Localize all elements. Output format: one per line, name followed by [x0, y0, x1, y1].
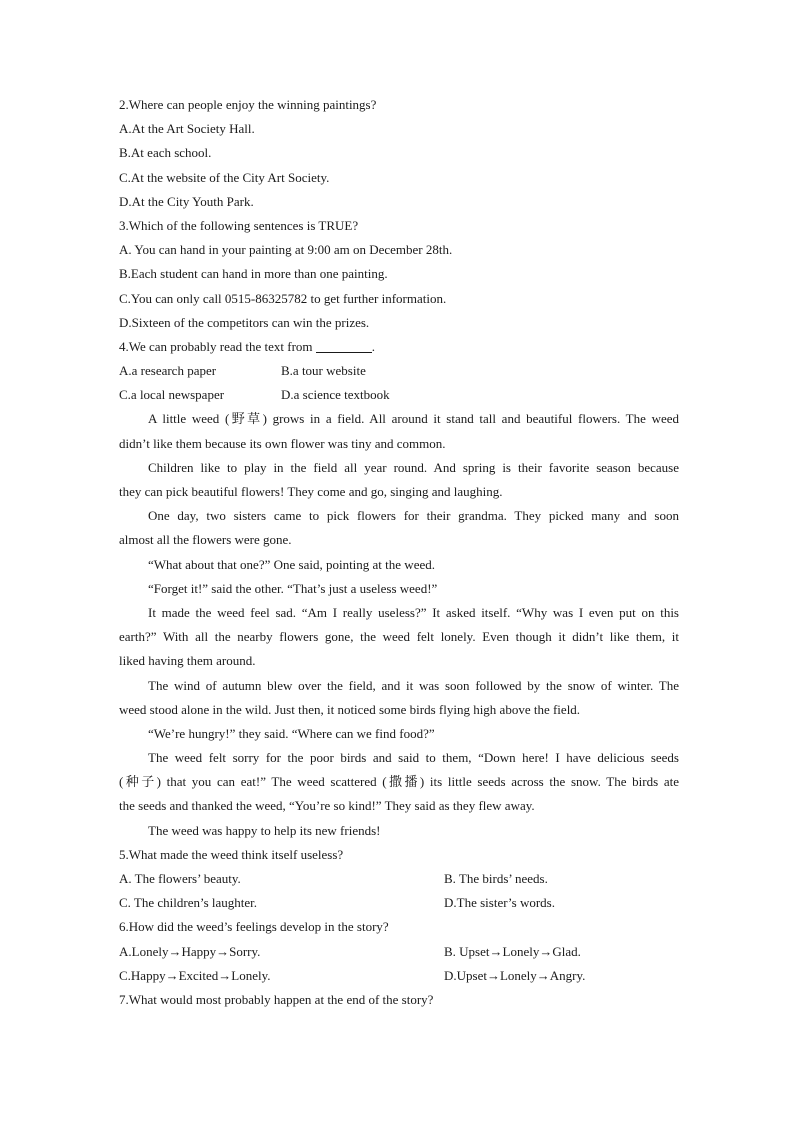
question-4-options-row-2 — [119, 383, 679, 407]
story-p10: The weed was happy to help its new friends! — [148, 822, 381, 838]
story-p4: “What about that one?” One said, pointing at the weed. — [148, 556, 435, 572]
question-5-stem: 5.What made the weed think itself useless? — [119, 846, 344, 862]
question-5-options-row-2 — [119, 891, 679, 915]
question-3-option-d: D.Sixteen of the competitors can win the prizes. — [119, 314, 370, 330]
story-p3-line2: almost all the flowers were gone. — [119, 532, 292, 548]
question-3-option-c: C.You can only call 0515-86325782 to get further information. — [119, 290, 447, 306]
question-3-stem: 3.Which of the following sentences is TRUE? — [119, 217, 359, 233]
story-p8: “We’re hungry!” they said. “Where can we find food?” — [148, 725, 435, 741]
question-2-option-d: D.At the City Youth Park. — [119, 193, 254, 209]
question-6-option-d: D.Upset→Lonely→Angry. — [444, 967, 586, 983]
story-p9-line1: The weed felt sorry for the poor birds and said to them, “Down here! I have delicious seeds — [148, 750, 679, 766]
story-p2-line1: Children like to play in the field all year round. And spring is their favorite season because — [148, 459, 679, 475]
question-4-option-c: C.a local newspaper — [119, 387, 225, 403]
question-6-option-b: B. Upset→Lonely→Glad. — [444, 943, 581, 959]
question-5-options-row-1 — [119, 867, 679, 891]
question-6-stem: 6.How did the weed’s feelings develop in the story? — [119, 919, 389, 935]
story-p6-line2: earth?” With all the nearby flowers gone, the weed felt lonely. Even though it didn’t like them, it — [119, 629, 679, 645]
question-4-option-b: B.a tour website — [281, 363, 366, 379]
story-p3-line1: One day, two sisters came to pick flowers for their grandma. They picked many and soon — [148, 508, 679, 524]
question-6-options-row-1 — [119, 940, 679, 964]
question-5-option-a: A. The flowers’ beauty. — [119, 871, 241, 886]
question-6-option-a: A.Lonely→Happy→Sorry. — [119, 943, 261, 959]
story-p7-line1: The wind of autumn blew over the field, and it was soon followed by the snow of winter. The — [148, 677, 679, 693]
question-6-option-c: C.Happy→Excited→Lonely. — [119, 967, 271, 983]
story-p5: “Forget it!” said the other. “That’s just a useless weed!” — [148, 580, 438, 596]
story-p9-line3: the seeds and thanked the weed, “You’re so kind!” They said as they flew away. — [119, 798, 535, 814]
question-3-option-a: A. You can hand in your painting at 9:00 am on December 28th. — [119, 242, 453, 258]
story-p7-line2: weed stood alone in the wild. Just then, it noticed some birds flying high above the field. — [119, 701, 581, 717]
question-4-stem — [119, 335, 679, 359]
question-3-option-b: B.Each student can hand in more than one painting. — [119, 266, 388, 282]
question-7-stem: 7.What would most probably happen at the end of the story? — [119, 991, 434, 1007]
question-2-option-b: B.At each school. — [119, 145, 212, 161]
question-4-option-a: A.a research paper — [119, 363, 217, 379]
question-4-option-d: D.a science textbook — [281, 387, 390, 403]
question-5-option-c: C. The children’s laughter. — [119, 895, 258, 911]
story-p9-line2: (种子) that you can eat!” The weed scattered (撒播) its little seeds across the snow. The birds ate — [119, 774, 679, 790]
question-6-options-row-2 — [119, 964, 679, 988]
story-p6-line1: It made the weed feel sad. “Am I really useless?” It asked itself. “Why was I even put on this — [148, 604, 679, 620]
page-content — [119, 93, 679, 1012]
question-4-stem-end: . — [371, 338, 376, 354]
question-2-option-a: A.At the Art Society Hall. — [119, 121, 255, 137]
question-5-option-b: B. The birds’ needs. — [444, 871, 548, 886]
question-4-options-row-1 — [119, 359, 679, 383]
story-p2-line2: they can pick beautiful flowers! They come and go, singing and laughing. — [119, 484, 503, 499]
story-p1-line2: didn’t like them because its own flower was tiny and common. — [119, 435, 446, 451]
story-p6-line3: liked having them around. — [119, 653, 256, 669]
question-4-stem-text: 4.We can probably read the text from — [119, 338, 316, 354]
question-2-option-c: C.At the website of the City Art Society. — [119, 169, 330, 185]
question-2-stem: 2.Where can people enjoy the winning paintings? — [119, 97, 377, 112]
story-p1-line1: A little weed (野草) grows in a field. All around it stand tall and beautiful flowers. The weed — [148, 411, 679, 427]
question-5-option-d: D.The sister’s words. — [444, 895, 555, 911]
answer-blank — [316, 338, 372, 353]
